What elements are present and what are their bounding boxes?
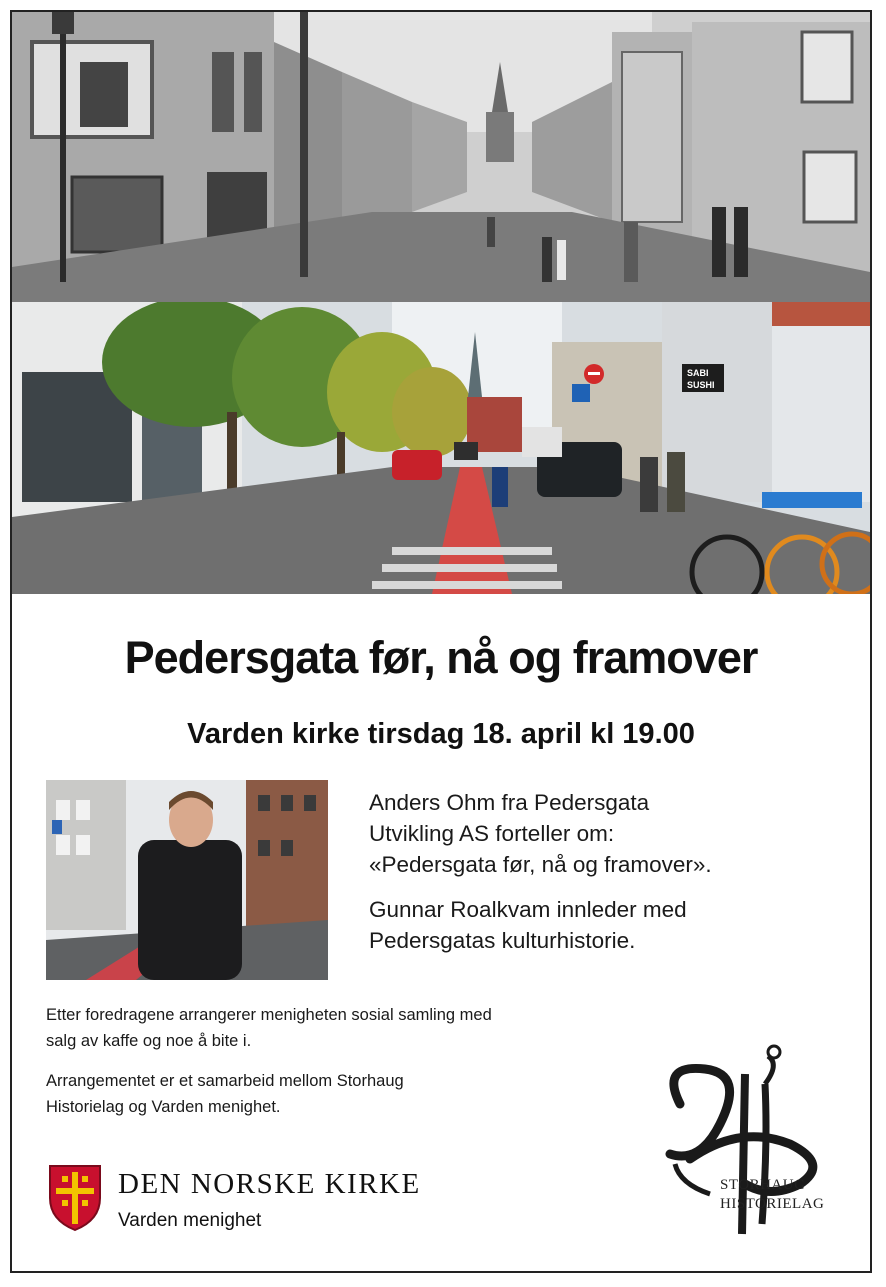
historic-street-illustration — [12, 12, 870, 302]
church-shield-icon — [48, 1164, 102, 1232]
desc-line: Pedersgatas kulturhistorie. — [369, 928, 636, 953]
modern-street-illustration — [12, 302, 870, 594]
historic-street-photo — [12, 12, 870, 302]
speaker-description — [369, 787, 849, 970]
historielag-line2: HISTORIELAG — [720, 1196, 825, 1212]
shop-sign-line1: SABI — [687, 368, 709, 378]
desc-line: Anders Ohm fra Pedersgata — [369, 790, 650, 815]
church-name: DEN NORSKE KIRKE — [118, 1168, 421, 1200]
event-date-location: Varden kirke tirsdag 18. april kl 19.00 — [187, 718, 695, 750]
body-line: Etter foredragene arrangerer menigheten sosial samling med — [46, 1006, 492, 1024]
event-details — [46, 1002, 646, 1134]
speaker-portrait-illustration — [46, 780, 328, 980]
second-speaker-paragraph — [369, 894, 849, 956]
event-title: Pedersgata før, nå og framover — [124, 632, 758, 683]
body-line: salg av kaffe og noe å bite i. — [46, 1032, 252, 1050]
historielag-line1: STORHAUG — [720, 1177, 806, 1193]
shop-sign-line2: SUSHI — [687, 380, 715, 390]
collaboration-paragraph — [46, 1068, 646, 1120]
social-gathering-paragraph — [46, 1002, 646, 1054]
speaker-intro-paragraph — [369, 787, 849, 880]
modern-street-photo — [12, 302, 870, 594]
body-line: Arrangementet er et samarbeid mellom Storhaug — [46, 1072, 404, 1090]
speaker-portrait-photo — [46, 780, 328, 980]
church-logo-block — [48, 1164, 448, 1236]
poster — [10, 10, 872, 1273]
desc-line: Gunnar Roalkvam innleder med — [369, 897, 687, 922]
desc-line: «Pedersgata før, nå og framover». — [369, 852, 712, 877]
parish-name: Varden menighet — [118, 1210, 262, 1231]
desc-line: Utvikling AS forteller om: — [369, 821, 615, 846]
body-line: Historielag og Varden menighet. — [46, 1098, 281, 1116]
